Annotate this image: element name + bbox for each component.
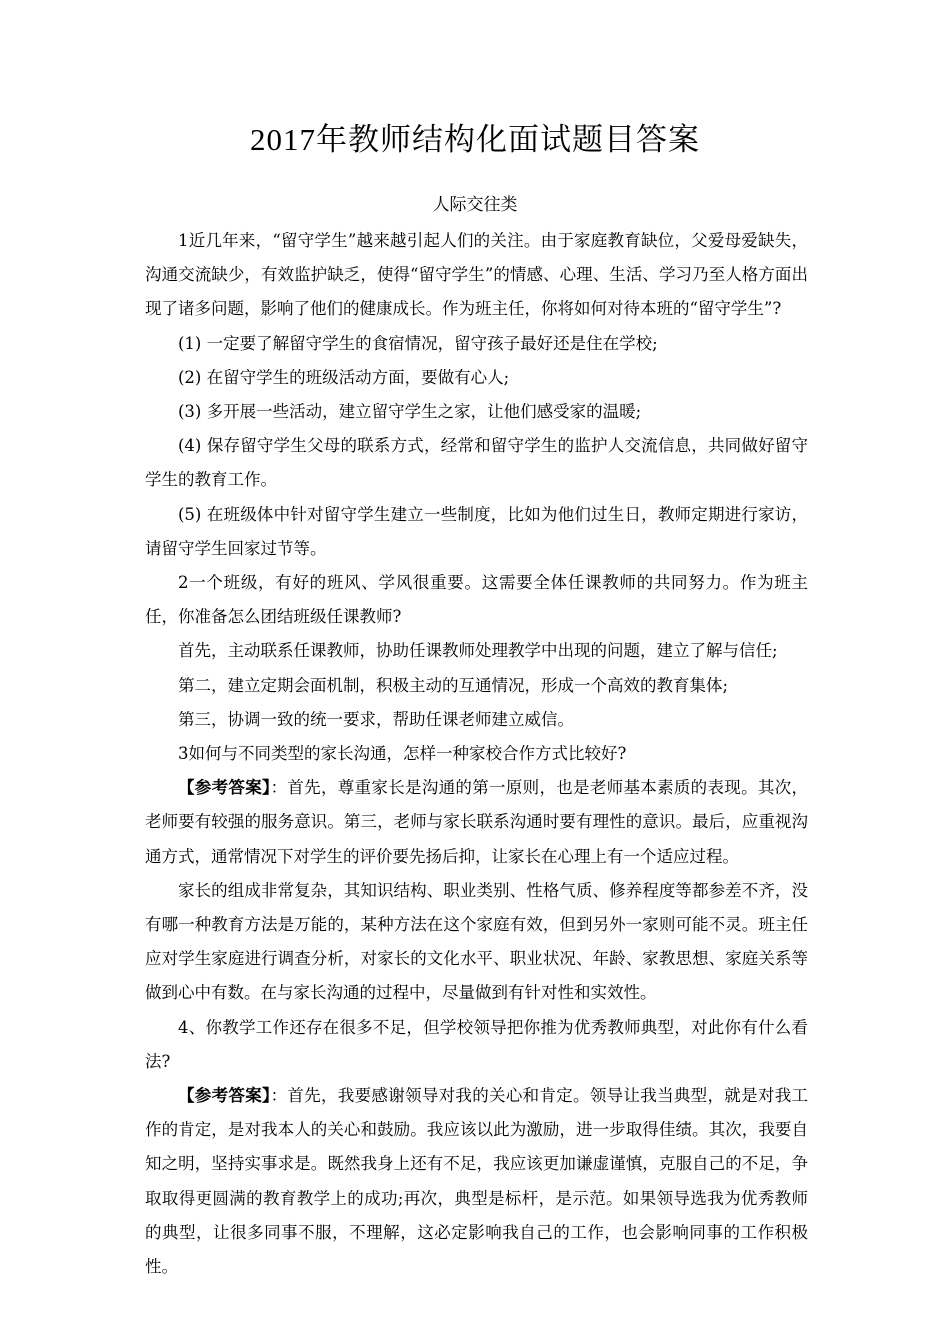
question-2: 2一个班级，有好的班风、学风很重要。这需要全体任课教师的共同努力。作为班主任，你准备怎么团结班级任课教师? (145, 573, 808, 627)
answer-4-label: 【参考答案】 (178, 1086, 271, 1106)
answer-3-parents-paragraph: 家长的组成非常复杂，其知识结构、职业类别、性格气质、修养程度等都参差不齐，没有哪一种教育方法是万能的，某种方法在这个家庭有效，但到另外一家则可能不灵。班主任应对学生家庭进行调查分析，对家长的文化水平、职业状况、年龄、家教思想、家庭关系等做到心中有数。在与家长沟通的过程中，尽量做到有针对性和实效性。 (145, 880, 808, 1003)
answer-1-item-2: (2) 在留守学生的班级活动方面，要做有心人; (178, 367, 510, 387)
answer-2-point-3: 第三，协调一致的统一要求，帮助任课老师建立威信。 (178, 709, 574, 729)
document-body (145, 224, 808, 1284)
question-1: 1近几年来，“留守学生”越来越引起人们的关注。由于家庭教育缺位，父爱母爱缺失，沟通交流缺少，有效监护缺乏，使得“留守学生”的情感、心理、生活、学习乃至人格方面出现了诸多问题，影响了他们的健康成长。作为班主任，你将如何对待本班的“留守学生”? (145, 231, 808, 319)
section-heading: 人际交往类 (432, 195, 518, 215)
answer-2-point-2: 第二，建立定期会面机制，积极主动的互通情况，形成一个高效的教育集体; (178, 675, 729, 695)
answer-3-text: ：首先，尊重家长是沟通的第一原则，也是老师基本素质的表现。其次，老师要有较强的服务意识。第三，老师与家长联系沟通时要有理性的意识。最后，应重视沟通方式，通常情况下对学生的评价要先扬后抑，让家长在心理上有一个适应过程。 (145, 778, 809, 866)
page-title: 2017年教师结构化面试题目答案 (250, 122, 700, 157)
answer-1-item-3: (3) 多开展一些活动，建立留守学生之家，让他们感受家的温暖; (178, 402, 642, 422)
answer-2-point-1: 首先，主动联系任课教师，协助任课教师处理教学中出现的问题，建立了解与信任; (178, 641, 778, 661)
answer-3-label: 【参考答案】 (178, 778, 271, 798)
answer-4-text: ：首先，我要感谢领导对我的关心和肯定。领导让我当典型，就是对我工作的肯定，是对我本人的关心和鼓励。我应该以此为激励，进一步取得佳绩。其次，我要自知之明，坚持实事求是。既然我身上还有不足，我应该更加谦虚谨慎，克服自己的不足，争取取得更圆满的教育教学上的成功;再次，典型是标杆，是示范。如果领导选我为优秀教师的典型，让很多同事不服，不理解，这必定影响我自己的工作，也会影响同事的工作积极性。 (145, 1086, 809, 1277)
answer-1-item-1: (1) 一定要了解留守学生的食宿情况，留守孩子最好还是住在学校; (178, 333, 658, 353)
question-4: 4、你教学工作还存在很多不足，但学校领导把你推为优秀教师典型，对此你有什么看法? (145, 1017, 808, 1071)
answer-1-item-5: (5) 在班级体中针对留守学生建立一些制度，比如为他们过生日，教师定期进行家访，请留守学生回家过节等。 (145, 504, 808, 558)
answer-1-item-4: (4) 保存留守学生父母的联系方式，经常和留守学生的监护人交流信息，共同做好留守学生的教育工作。 (145, 436, 808, 490)
answer-4 (145, 1079, 808, 1284)
answer-3 (145, 771, 808, 874)
question-3: 3如何与不同类型的家长沟通，怎样一种家校合作方式比较好? (178, 744, 627, 764)
